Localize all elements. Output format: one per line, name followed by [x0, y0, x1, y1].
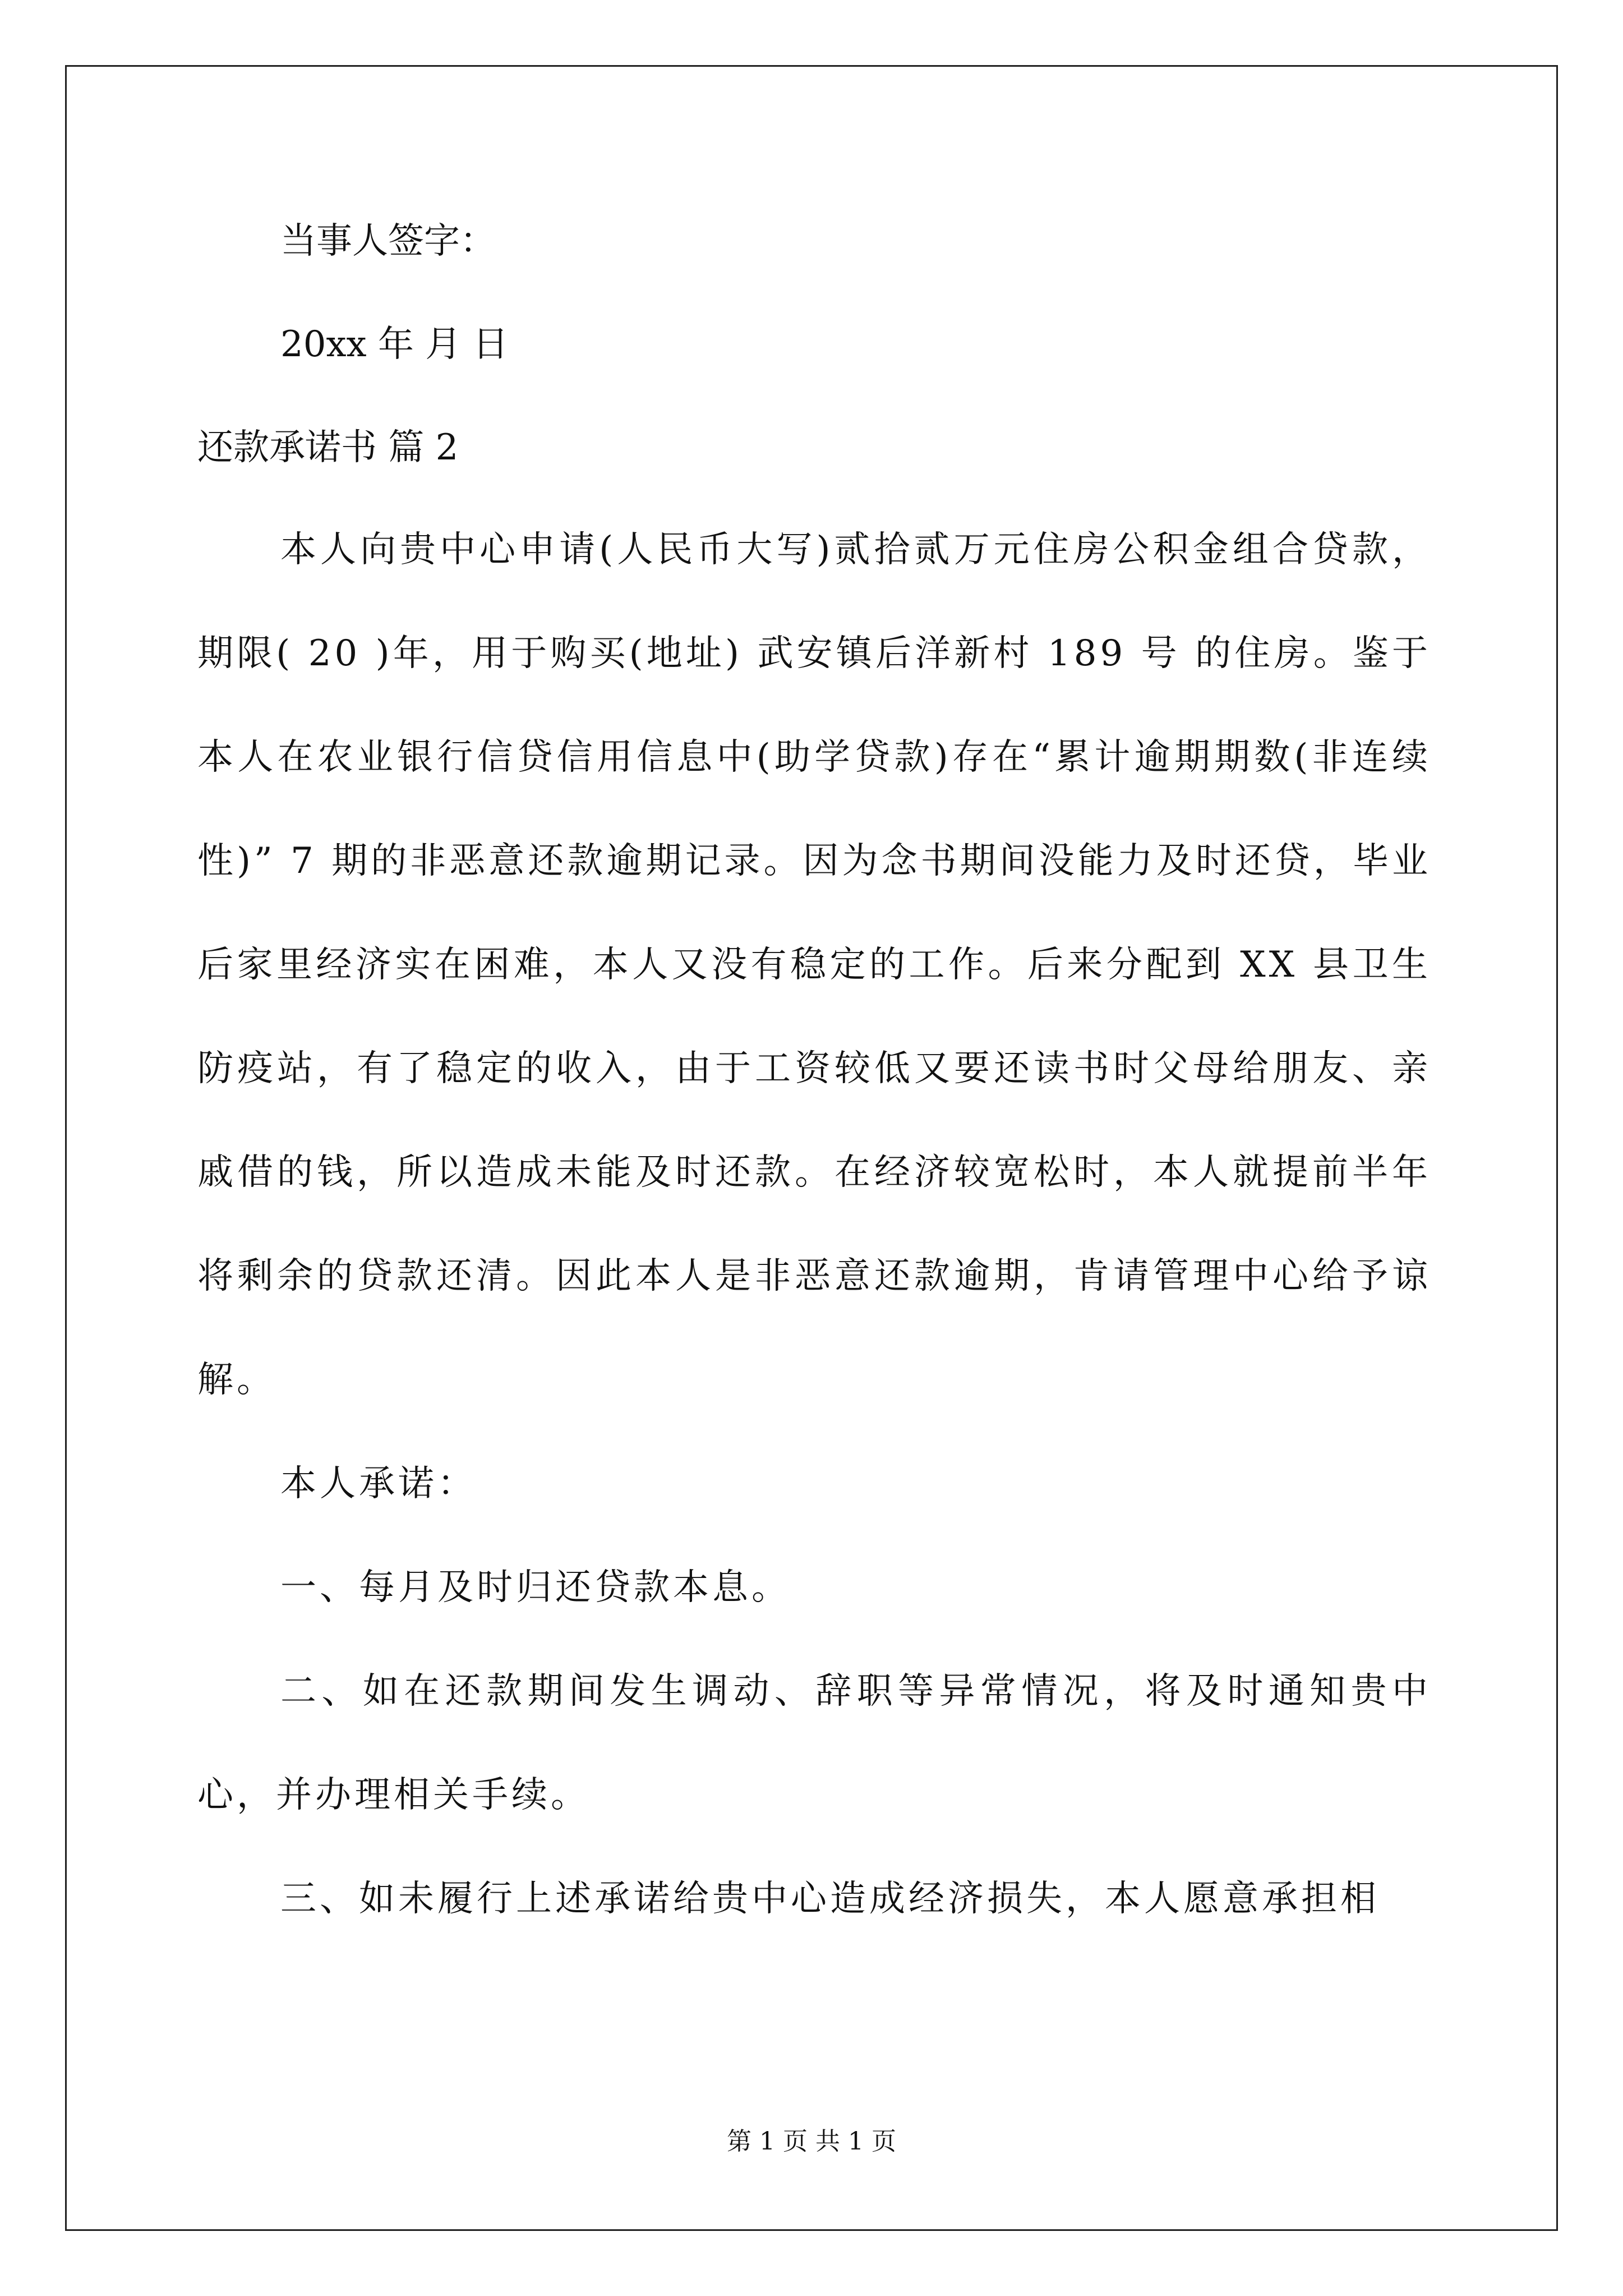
section-title: 还款承诺书 篇 2: [197, 427, 459, 468]
page-footer: 第 1 页 共 1 页: [727, 2127, 896, 2156]
promise-heading: 本人承诺：: [280, 1463, 477, 1504]
document-body: [197, 219, 1431, 1951]
promise-item-2: 二、如在还款期间发生调动、辞职等异常情况，将及时通知贵中心，并办理相关手续。: [197, 1671, 1431, 1816]
signature-line: 当事人签字：: [280, 220, 496, 262]
date-line: 20xx 年 月 日: [280, 324, 509, 365]
promise-item-3: 三、如未履行上述承诺给贵中心造成经济损失，本人愿意承担相: [280, 1878, 1380, 1920]
body-paragraph: 本人向贵中心申请(人民币大写)贰拾贰万元住房公积金组合贷款，期限( 20 )年，用于购买(地址) 武安镇后洋新村 189 号 的住房。鉴于本人在农业银行信贷信用信息中(助学贷款)存在“累计逾期期数(非连续性)” 7 期的非恶意还款逾期记录。因为念书期间没能力及时还贷，毕业后家里经济实在困难，本人又没有稳定的工作。后来分配到 XX 县卫生防疫站，有了稳定的收入，由于工资较低又要还读书时父母给朋友、亲戚借的钱，所以造成未能及时还款。在经济较宽松时，本人就提前半年将剩余的贷款还清。因此本人是非恶意还款逾期，肯请管理中心给予谅解。: [197, 529, 1431, 1401]
promise-item-1: 一、每月及时归还贷款本息。: [280, 1567, 791, 1608]
